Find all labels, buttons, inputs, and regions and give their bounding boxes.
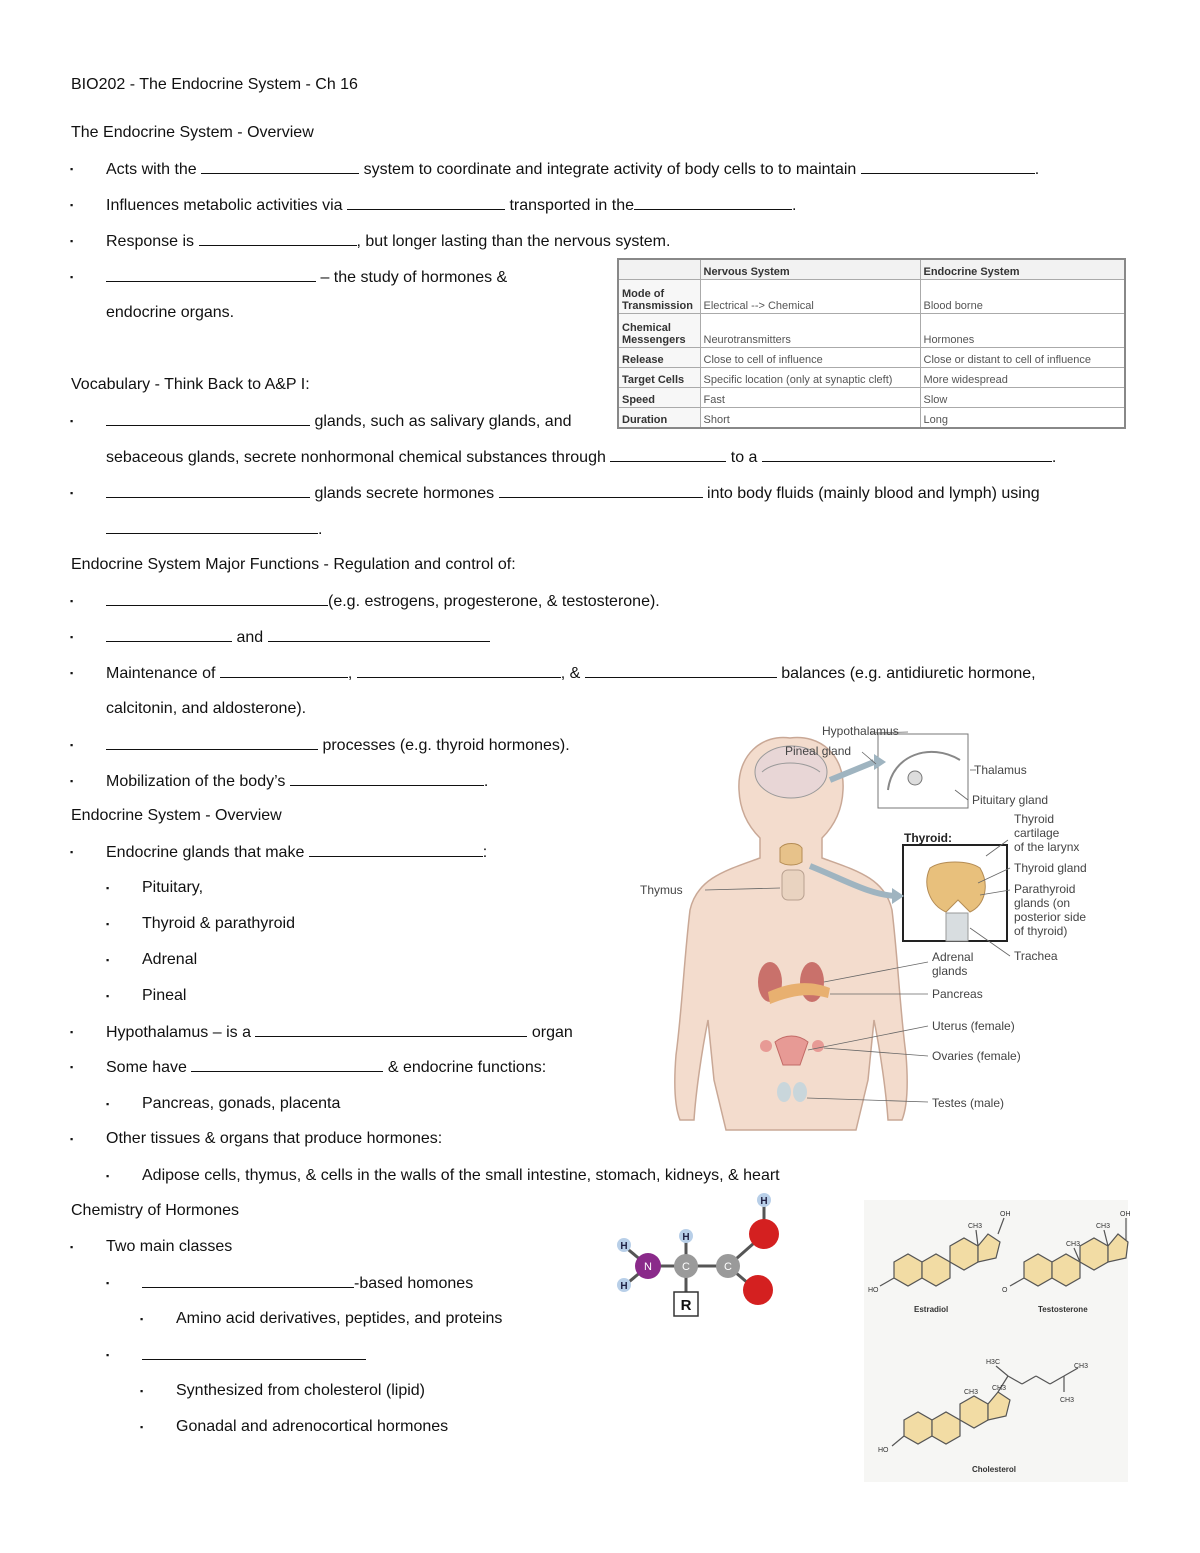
label-parathyroid: of thyroid) <box>1014 924 1068 938</box>
amino-acid-figure <box>610 1188 790 1318</box>
fill-blank[interactable] <box>106 267 316 282</box>
label-cartilage: of the larynx <box>1014 840 1080 854</box>
vocab-bullet-1-cont <box>106 447 1056 468</box>
bullet-text: glands, such as salivary glands, and <box>314 413 572 430</box>
group-label: CH3 <box>1074 1363 1089 1370</box>
fill-blank[interactable] <box>268 627 490 642</box>
table-cell: Neurotransmitters <box>700 314 920 348</box>
table-cell: Fast <box>700 387 920 407</box>
overview2-sub-1: ▪ Pancreas, gonads, placenta <box>142 1094 340 1114</box>
bullet-text: to a <box>730 449 758 466</box>
label-thalamus: Thalamus <box>974 763 1027 777</box>
endocrine-organs-figure <box>630 720 1100 1130</box>
function-bullet-3-cont: calcitonin, and aldosterone). <box>106 700 307 717</box>
bullet-text: , but longer lasting than the nervous system. <box>356 233 671 250</box>
bullet-text: . <box>792 197 797 214</box>
atom-label: H <box>760 1196 768 1207</box>
vocab-bullet-1 <box>106 411 572 432</box>
molecule-name: Estradiol <box>914 1305 949 1314</box>
overview-bullet-2 <box>106 195 796 216</box>
overview-bullet-3 <box>106 231 670 252</box>
vocab-bullet-2-cont <box>106 519 322 540</box>
bullet-text: system to coordinate and integrate activity of body cells to to maintain <box>363 161 857 178</box>
atom-label: N <box>644 1261 652 1273</box>
chem-sub-2: ▪ Synthesized from cholesterol (lipid) <box>176 1381 425 1401</box>
table-row-label: Duration <box>618 407 700 428</box>
function-bullet-3 <box>106 663 1036 684</box>
fill-blank[interactable] <box>357 663 561 678</box>
label-pineal: Pineal gland <box>785 744 852 758</box>
bullet-text: . <box>1051 449 1057 466</box>
overview-bullet-4 <box>106 267 507 288</box>
overview2-bullet-4: ▪ Other tissues & organs that produce hormones: <box>106 1129 442 1149</box>
group-label: O <box>1002 1287 1008 1294</box>
chem-sub-3: ▪ Gonadal and adrenocortical hormones <box>176 1417 448 1437</box>
table-header-cell: Nervous System <box>700 259 920 280</box>
fill-blank[interactable] <box>290 771 484 786</box>
bullet-text: organ <box>531 1024 573 1041</box>
table-row-label: Release <box>618 348 700 368</box>
group-label: H3C <box>986 1359 1001 1366</box>
bullet-text: Hypothalamus – is a <box>106 1024 251 1041</box>
bullet-text: Acts with the <box>106 161 197 178</box>
fill-blank[interactable] <box>309 842 483 857</box>
gland-item: ▪ Pituitary, <box>142 878 203 898</box>
group-label: HO <box>878 1447 889 1454</box>
label-ovaries: Ovaries (female) <box>932 1049 1021 1063</box>
bullet-text: (e.g. estrogens, progesterone, & testosterone). <box>328 593 660 610</box>
table-row <box>618 348 1125 368</box>
label-adrenal: glands <box>932 964 968 978</box>
bullet-text: sebaceous glands, secrete nonhormonal chemical substances through <box>106 449 606 466</box>
table-row <box>618 407 1125 428</box>
section-heading-overview-2: Endocrine System - Overview <box>71 807 282 824</box>
chem-bullet-1: ▪ Two main classes <box>106 1237 232 1257</box>
label-parathyroid: posterior side <box>1014 910 1087 924</box>
fill-blank[interactable] <box>499 483 703 498</box>
overview2-sub-2: ▪ Adipose cells, thymus, & cells in the walls of the small intestine, stomach, kidneys, & heart <box>142 1166 780 1186</box>
gland-item: ▪ Pineal <box>142 986 186 1006</box>
fill-blank[interactable] <box>255 1022 527 1037</box>
steroid-structures-figure <box>864 1200 1131 1482</box>
fill-blank[interactable] <box>610 447 726 462</box>
table-cell: Short <box>700 407 920 428</box>
fill-blank[interactable] <box>106 735 318 750</box>
label-cartilage: Thyroid <box>1014 812 1055 826</box>
table-header-cell <box>618 259 700 280</box>
r-group-label: R <box>680 1297 692 1314</box>
table-cell: Electrical --> Chemical <box>700 280 920 314</box>
group-label: OH <box>1000 1211 1011 1218</box>
bullet-text: Maintenance of <box>106 665 216 682</box>
group-label: CH3 <box>964 1389 979 1396</box>
chem-bullet-3 <box>142 1345 366 1366</box>
section-heading-vocabulary: Vocabulary - Think Back to A&P I: <box>71 376 310 393</box>
label-adrenal: Adrenal <box>932 950 974 964</box>
section-heading-functions: Endocrine System Major Functions - Regulation and control of: <box>71 556 516 573</box>
label-parathyroid: glands (on <box>1014 896 1071 910</box>
fill-blank[interactable] <box>762 447 1052 462</box>
fill-blank[interactable] <box>201 159 359 174</box>
label-hypothalamus: Hypothalamus <box>822 724 899 738</box>
label-cartilage: cartilage <box>1014 826 1060 840</box>
fill-blank[interactable] <box>347 195 505 210</box>
group-label: HO <box>868 1287 879 1294</box>
bullet-text: – the study of hormones & <box>320 269 508 286</box>
fill-blank[interactable] <box>106 627 232 642</box>
bullet-text: Response is <box>106 233 195 250</box>
table-header-row <box>618 259 1125 280</box>
table-cell: Close to cell of influence <box>700 348 920 368</box>
table-cell: Close or distant to cell of influence <box>920 348 1125 368</box>
fill-blank[interactable] <box>142 1345 366 1360</box>
bullet-text: Endocrine glands that make <box>106 844 305 861</box>
fill-blank[interactable] <box>106 411 310 426</box>
bullet-text: glands secrete hormones <box>314 485 495 502</box>
bullet-text: transported in the <box>509 197 634 214</box>
overview-bullet-1 <box>106 159 1039 180</box>
overview-bullet-4-cont: endocrine organs. <box>106 304 235 321</box>
table-row <box>618 314 1125 348</box>
gland-item: ▪ Adrenal <box>142 950 197 970</box>
bullet-text: balances (e.g. antidiuretic hormone, <box>781 665 1036 682</box>
label-pancreas: Pancreas <box>932 987 983 1001</box>
bullet-text: into body fluids (mainly blood and lymph) using <box>707 485 1040 502</box>
molecule-name: Testosterone <box>1038 1305 1088 1314</box>
fill-blank[interactable] <box>106 483 310 498</box>
group-label: CH3 <box>968 1223 983 1230</box>
atom-label: H <box>682 1232 690 1243</box>
comparison-table <box>617 258 1126 429</box>
chem-bullet-2 <box>142 1273 473 1294</box>
table-cell: Slow <box>920 387 1125 407</box>
fill-blank[interactable] <box>106 519 318 534</box>
bullet-text: -based homones <box>354 1275 474 1292</box>
gland-item: ▪ Thyroid & parathyroid <box>142 914 295 934</box>
group-label: CH3 <box>992 1385 1007 1392</box>
table-row <box>618 387 1125 407</box>
amino-acid-diagram <box>610 1188 790 1318</box>
function-bullet-5 <box>106 771 488 792</box>
section-heading-overview: The Endocrine System - Overview <box>71 124 314 141</box>
table-cell: Long <box>920 407 1125 428</box>
label-thyroid-title: Thyroid: <box>904 831 952 845</box>
group-label: CH3 <box>1096 1223 1111 1230</box>
label-parathyroid: Parathyroid <box>1014 882 1076 896</box>
overview2-bullet-3 <box>106 1057 546 1078</box>
fill-blank[interactable] <box>585 663 777 678</box>
atom-label: H <box>620 1241 628 1252</box>
label-uterus: Uterus (female) <box>932 1019 1015 1033</box>
bullet-text: & endocrine functions: <box>387 1059 547 1076</box>
table-cell: Hormones <box>920 314 1125 348</box>
table-row <box>618 280 1125 314</box>
table-row <box>618 368 1125 388</box>
vocab-bullet-2 <box>106 483 1040 504</box>
bullet-text: , & <box>560 665 581 682</box>
bullet-text: Some have <box>106 1059 187 1076</box>
group-label: CH3 <box>1066 1241 1081 1248</box>
function-bullet-1 <box>106 591 660 612</box>
steroid-diagram <box>864 1200 1131 1482</box>
table-row-label: Chemical Messengers <box>618 314 700 348</box>
table-cell: Specific location (only at synaptic cleft) <box>700 368 920 388</box>
page-title: BIO202 - The Endocrine System - Ch 16 <box>71 76 358 93</box>
table-row-label: Target Cells <box>618 368 700 388</box>
fill-blank[interactable] <box>142 1273 354 1288</box>
atom-label: C <box>682 1261 690 1273</box>
overview2-bullet-1 <box>106 842 487 863</box>
group-label: OH <box>1120 1211 1131 1218</box>
bullet-text: . <box>318 521 323 538</box>
table-cell: Blood borne <box>920 280 1125 314</box>
table-row-label: Speed <box>618 387 700 407</box>
label-pituitary: Pituitary gland <box>972 793 1049 807</box>
section-heading-chemistry: Chemistry of Hormones <box>71 1202 240 1219</box>
bullet-text: . <box>1034 161 1040 178</box>
label-trachea: Trachea <box>1014 949 1058 963</box>
atom-label: C <box>724 1261 732 1273</box>
bullet-text: Influences metabolic activities via <box>106 197 343 214</box>
fill-blank[interactable] <box>106 591 328 606</box>
atom-label: H <box>620 1281 628 1292</box>
label-testes: Testes (male) <box>932 1096 1005 1110</box>
fill-blank[interactable] <box>220 663 348 678</box>
chem-sub-1: ▪ Amino acid derivatives, peptides, and proteins <box>176 1309 502 1329</box>
bullet-text: Mobilization of the body’s <box>106 773 286 790</box>
label-thymus: Thymus <box>640 883 683 897</box>
bullet-text: processes (e.g. thyroid hormones). <box>322 737 570 754</box>
function-bullet-2 <box>106 627 490 648</box>
bullet-text: : <box>482 844 488 861</box>
label-thyroid-gland: Thyroid gland <box>1014 861 1087 875</box>
body-diagram <box>630 720 1100 1130</box>
bullet-text: and <box>236 629 264 646</box>
table-row-label: Mode of Transmission <box>618 280 700 314</box>
fill-blank[interactable] <box>191 1057 383 1072</box>
fill-blank[interactable] <box>861 159 1035 174</box>
group-label: CH3 <box>1060 1397 1075 1404</box>
fill-blank[interactable] <box>199 231 357 246</box>
table-header-cell: Endocrine System <box>920 259 1125 280</box>
fill-blank[interactable] <box>634 195 792 210</box>
molecule-name: Cholesterol <box>972 1465 1017 1474</box>
function-bullet-4 <box>106 735 570 756</box>
bullet-text: . <box>483 773 489 790</box>
table-cell: More widespread <box>920 368 1125 388</box>
bullet-text: , <box>347 665 353 682</box>
overview2-bullet-2 <box>106 1022 573 1043</box>
